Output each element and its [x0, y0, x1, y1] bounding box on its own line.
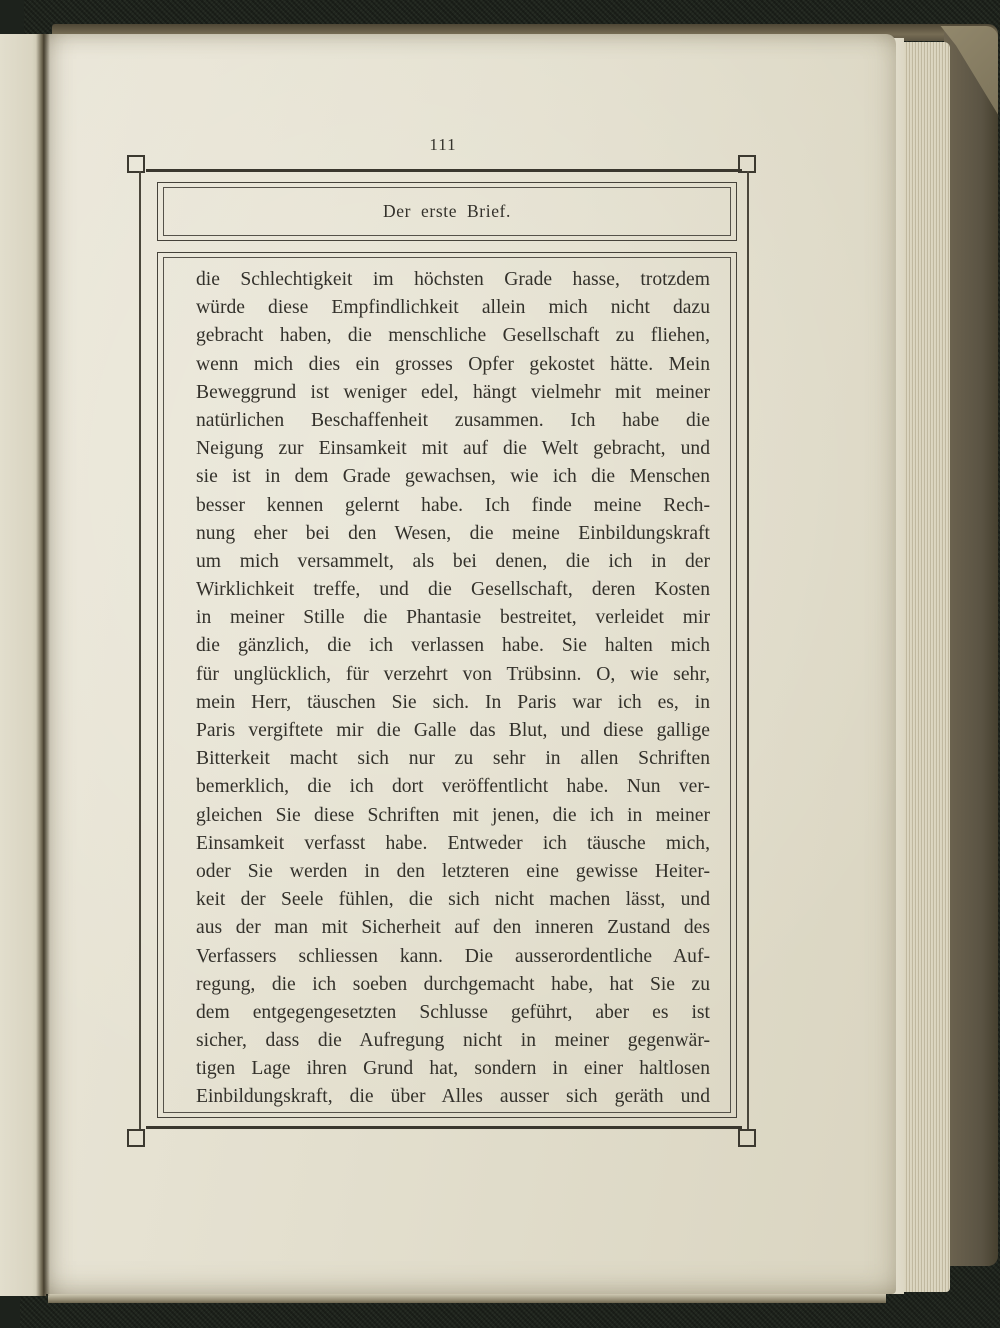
text-line: die Schlechtigkeit im höchsten Grade hasse, trotzdem [196, 269, 710, 290]
text-line: besser kennen gelernt habe. Ich finde meine Rech- [196, 494, 710, 516]
text-line: um mich versammelt, als bei denen, die ich in der [196, 550, 710, 572]
text-line: Einbildungskraft, die über Alles ausser sich geräth und [196, 1086, 710, 1108]
text-line: Einsamkeit verfasst habe. Entweder ich täusche mich, [196, 832, 710, 854]
body-text [196, 266, 710, 1112]
text-line: mein Herr, täuschen Sie sich. In Paris war ich es, in [196, 691, 710, 713]
frame-rule-top [146, 169, 742, 172]
page-stack-edge [904, 42, 950, 1292]
ornament-corner-square-top-left [127, 155, 145, 173]
text-line: Paris vergiftete mir die Galle das Blut, und diese gallige [196, 720, 710, 741]
text-line: tigen Lage ihren Grund hat, sondern in einer haltlosen [196, 1058, 710, 1080]
text-line: die gänzlich, die ich verlassen habe. Sie halten mich [196, 635, 710, 657]
book-page [44, 34, 896, 1294]
page-number: 111 [429, 135, 457, 154]
text-line: gebracht haben, die menschliche Gesellschaft zu fliehen, [196, 325, 710, 347]
text-line: nung eher bei den Wesen, die meine Einbildungskraft [196, 522, 710, 544]
text-line: natürlichen Beschaffenheit zusammen. Ich habe die [196, 409, 710, 431]
text-line: Beweggrund ist weniger edel, hängt vielmehr mit meiner [196, 381, 710, 403]
chapter-title: Der erste Brief. [383, 201, 511, 221]
book-cover-edge-right [944, 28, 998, 1266]
text-line: gleichen Sie diese Schriften mit jenen, die ich in meiner [196, 804, 710, 826]
text-line: keit der Seele fühlen, die sich nicht machen lässt, und [196, 889, 710, 911]
ornament-corner-square-bottom-right [738, 1129, 756, 1147]
text-line: Verfassers schliessen kann. Die ausserordentliche Auf- [196, 945, 710, 967]
frame-rule-right [747, 171, 749, 1129]
frame-rule-bottom [146, 1126, 742, 1129]
text-line: in meiner Stille die Phantasie bestreitet, verleidet mir [196, 607, 710, 629]
body-text-box [157, 252, 737, 1118]
page-bottom-edge [48, 1294, 886, 1303]
text-line: dem entgegengesetzten Schlusse geführt, aber es ist [196, 1001, 710, 1023]
text-line: oder Sie werden in den letzteren eine gewisse Heiter- [196, 860, 710, 882]
text-line: sicher, dass die Aufregung nicht in meiner gegenwär- [196, 1030, 710, 1052]
text-line: regung, die ich soeben durchgemacht habe, hat Sie zu [196, 973, 710, 995]
text-line: würde diese Empfindlichkeit allein mich nicht dazu [196, 297, 710, 319]
text-line: für unglücklich, für verzehrt von Trübsinn. O, wie sehr, [196, 663, 710, 685]
ornament-corner-square-bottom-left [127, 1129, 145, 1147]
text-line: wenn mich dies ein grosses Opfer gekostet hätte. Mein [196, 353, 710, 375]
chapter-header-box [157, 182, 737, 241]
frame-rule-left [139, 171, 141, 1129]
text-line: sie ist in dem Grade gewachsen, wie ich die Menschen [196, 466, 710, 488]
gutter-crease [36, 34, 50, 1296]
text-line: bemerklich, die ich dort veröffentlicht habe. Nun ver- [196, 776, 710, 798]
text-line: Bitterkeit macht sich nur zu sehr in allen Schriften [196, 748, 710, 770]
text-line: aus der man mit Sicherheit auf den inneren Zustand des [196, 917, 710, 939]
text-line: Wirklichkeit treffe, und die Gesellschaft, deren Kosten [196, 579, 710, 601]
text-line: Neigung zur Einsamkeit mit auf die Welt gebracht, und [196, 438, 710, 460]
